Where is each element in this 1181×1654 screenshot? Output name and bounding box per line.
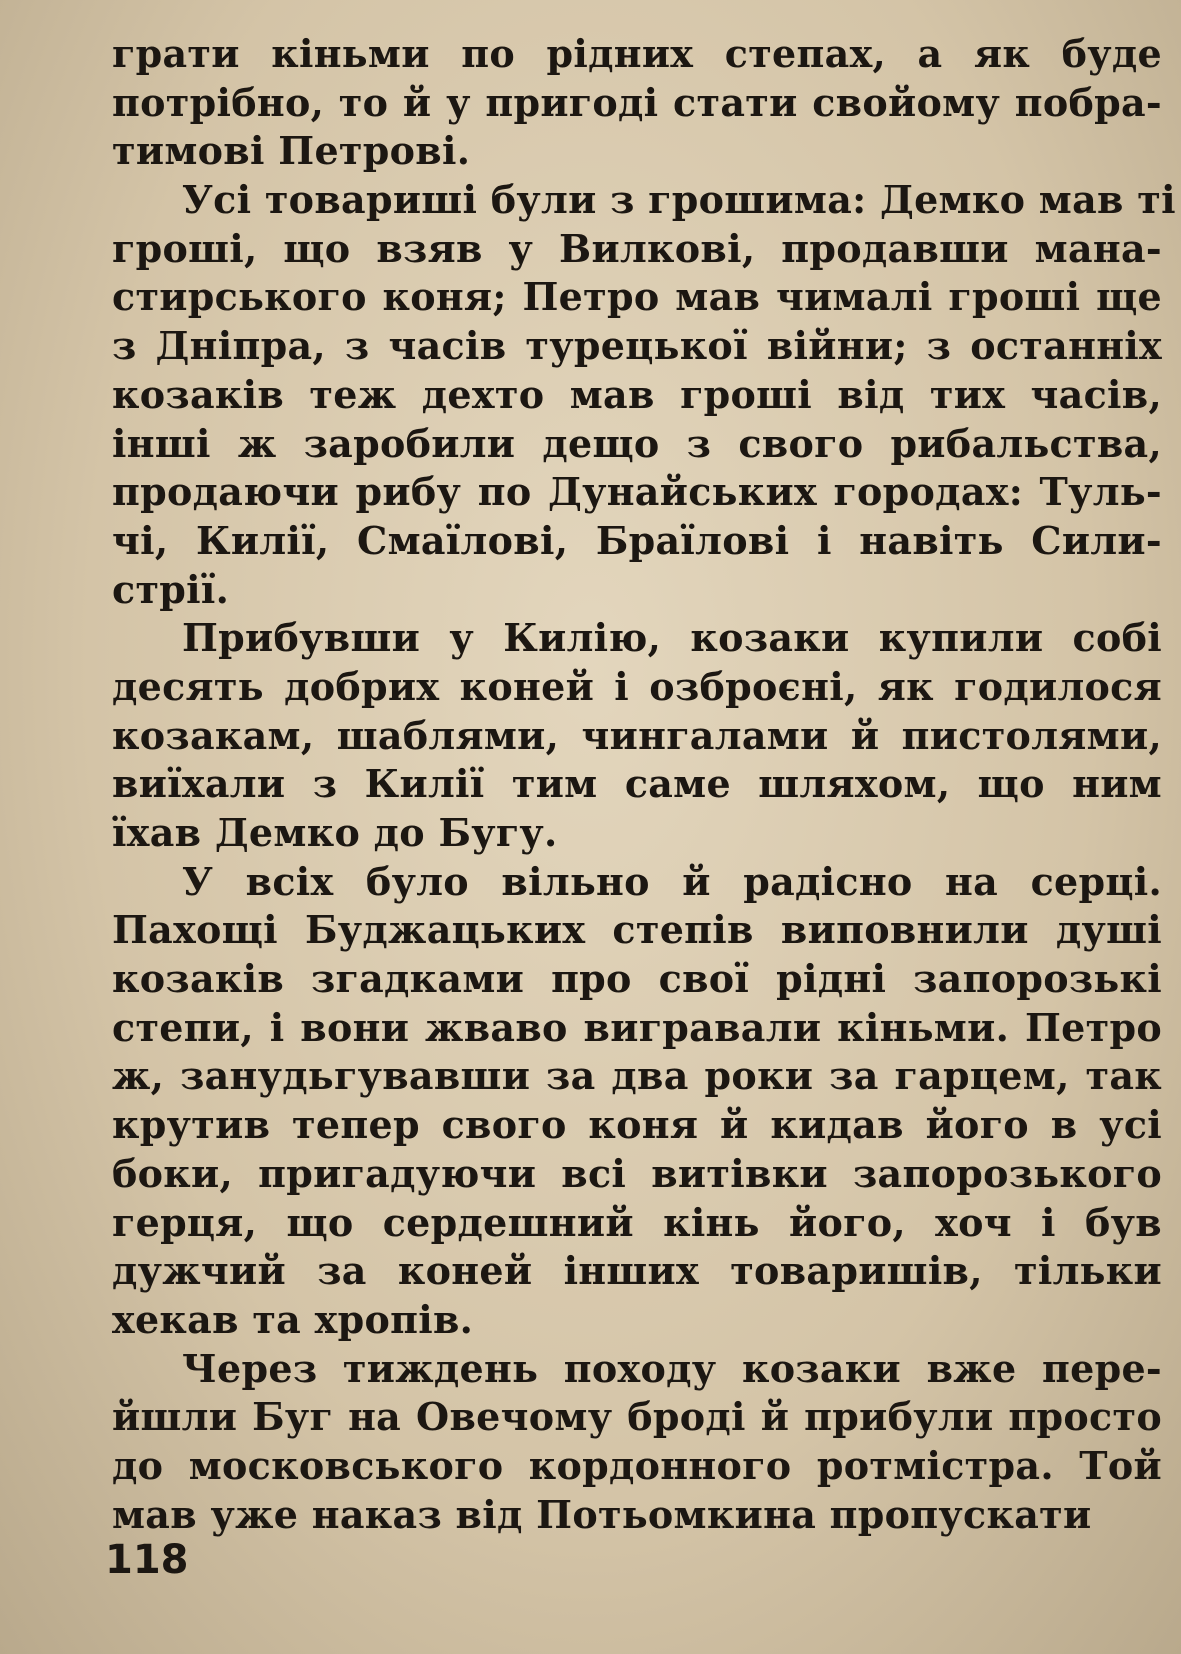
- text-line: десять добрих коней і озброєні, як годилося: [112, 663, 1162, 709]
- text-line: мав уже наказ від Потьомкина пропускати: [112, 1491, 1092, 1537]
- text-line: Усі товариші були з грошима: Демко мав ті: [182, 177, 1176, 223]
- text-line: стирського коня; Петро мав чималі гроші ще: [112, 274, 1162, 320]
- text-line: крутив тепер свого коня й кидав його в усі: [112, 1102, 1162, 1148]
- text-line: козаків згадками про свої рідні запорозькі: [112, 956, 1162, 1002]
- paragraph: [112, 30, 1162, 176]
- text-line: чі, Килії, Смаїлові, Браїлові і навіть Сили-: [112, 517, 1162, 563]
- text-line: з Дніпра, з часів турецької війни; з останніх: [112, 323, 1162, 369]
- text-line: йшли Буг на Овечому броді й прибули просто: [112, 1394, 1162, 1440]
- paragraph: [112, 1345, 1162, 1540]
- text-line: Пахощі Буджацьких степів виповнили душі: [112, 907, 1162, 953]
- text-line: стрії.: [112, 566, 230, 612]
- text-line: хекав та хропів.: [112, 1296, 474, 1342]
- text-line: Прибувши у Килію, козаки купили собі: [182, 615, 1162, 661]
- text-line: ж, занудьгувавши за два роки за гарцем, так: [112, 1053, 1162, 1099]
- text-line: козакам, шаблями, чингалами й пистолями,: [112, 712, 1162, 758]
- text-line: козаків теж дехто мав гроші від тих часів,: [112, 371, 1162, 417]
- body-text: [112, 30, 1176, 1539]
- text-line: грати кіньми по рідних степах, а як буде: [112, 31, 1162, 76]
- text-line: степи, і вони жваво вигравали кіньми. Петро: [112, 1004, 1162, 1050]
- text-line: інші ж заробили дещо з свого рибальства,: [112, 420, 1162, 466]
- text-line: продаючи рибу по Дунайських городах: Туль-: [112, 469, 1162, 515]
- text-line: потрібно, то й у пригоді стати свойому побра-: [112, 79, 1162, 125]
- text-line: тимові Петрові.: [112, 128, 471, 174]
- paragraph: [112, 858, 1162, 1345]
- text-line: герця, що сердешний кінь його, хоч і був: [112, 1199, 1162, 1245]
- text-line: до московського кордонного ротмістра. Той: [112, 1442, 1162, 1488]
- text-line: боки, пригадуючи всі витівки запорозького: [112, 1150, 1162, 1196]
- text-line: гроші, що взяв у Вилкові, продавши мана-: [112, 225, 1162, 271]
- text-line: їхав Демко до Бугу.: [112, 810, 558, 855]
- text-line: У всіх було вільно й радісно на серці.: [182, 858, 1162, 904]
- paragraph: [112, 614, 1162, 857]
- text-line: Через тиждень походу козаки вже пере-: [182, 1345, 1162, 1391]
- text-line: виїхали з Килії тим саме шляхом, що ним: [112, 761, 1162, 807]
- text-line: дужчий за коней інших товаришів, тільки: [112, 1248, 1162, 1294]
- paragraph: [112, 176, 1176, 614]
- page-number: 118: [105, 1537, 189, 1583]
